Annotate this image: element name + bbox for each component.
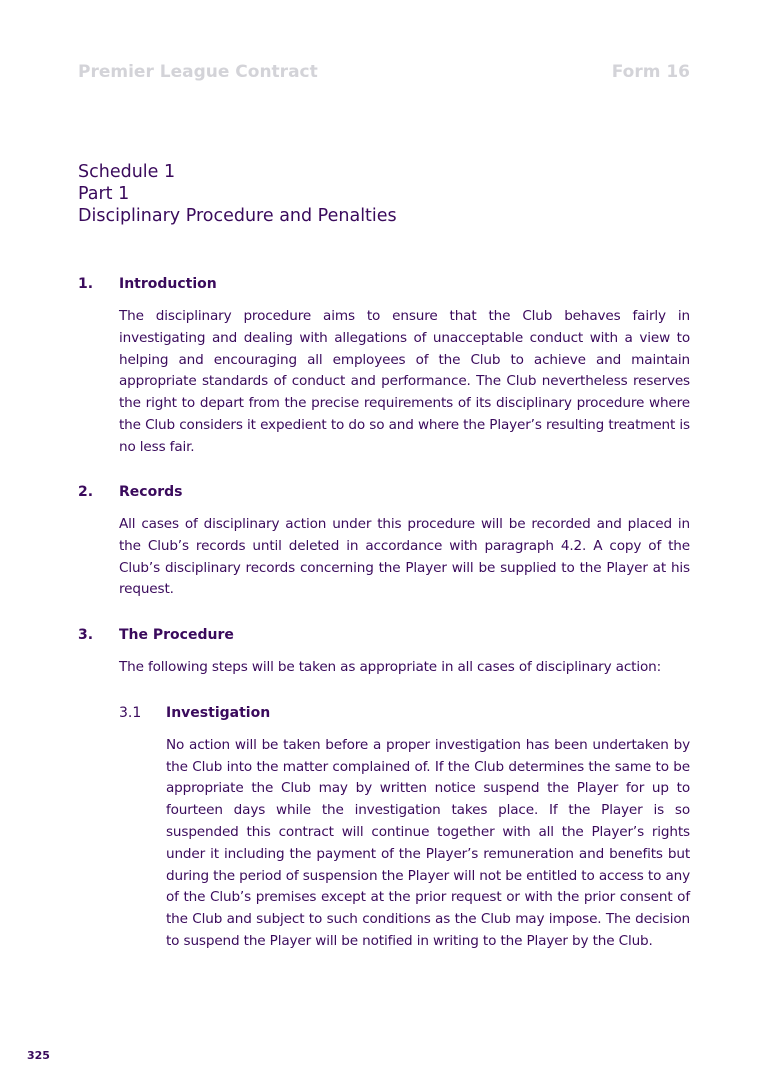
section-number: 2. xyxy=(78,484,94,500)
section-procedure xyxy=(78,625,690,953)
title-schedule: Schedule 1 xyxy=(78,162,176,182)
subsection-heading xyxy=(119,703,690,723)
section-heading xyxy=(78,274,690,294)
section-title: Records xyxy=(119,484,183,500)
title-heading: Disciplinary Procedure and Penalties xyxy=(78,206,397,226)
page-number: 325 xyxy=(27,1049,50,1062)
section-introduction xyxy=(78,274,690,459)
subsection-title: Investigation xyxy=(166,704,271,721)
section-title: Introduction xyxy=(119,276,217,292)
header-form-number: Form 16 xyxy=(611,62,690,82)
section-body: The following steps will be taken as appropriate in all cases of disciplinary action: xyxy=(119,659,662,675)
schedule-title xyxy=(78,161,397,227)
section-body: The disciplinary procedure aims to ensure that the Club behaves fairly in investigating and dealing with allegations of unacceptable conduct with a view to helping and encouraging all employees of the Club to achieve and maintain appropriate standards of conduct and performance. The Club nevertheless reserves the right to depart from the precise requirements of its disciplinary procedure where the Club considers it expedient to do so and where the Player’s resulting treatment is no less fair. xyxy=(119,308,690,455)
subsection-number: 3.1 xyxy=(119,704,142,721)
page-header xyxy=(78,62,690,82)
section-number: 1. xyxy=(78,276,94,292)
title-part: Part 1 xyxy=(78,184,130,204)
header-document-title: Premier League Contract xyxy=(78,62,318,82)
section-records xyxy=(78,482,690,601)
section-number: 3. xyxy=(78,627,94,643)
section-title: The Procedure xyxy=(119,627,234,643)
section-body: All cases of disciplinary action under this procedure will be recorded and placed in the Club’s records until deleted in accordance with paragraph 4.2. A copy of the Club’s disciplinary records concerning the Player will be supplied to the Player at his request. xyxy=(119,516,690,598)
subsection-body: No action will be taken before a proper investigation has been undertaken by the Club into the matter complained of. If the Club determines the same to be appropriate the Club may by written notice suspend the Player for up to fourteen days while the investigation takes place. If the Player is so suspended this contract will continue together with all the Player’s rights under it including the payment of the Player’s remuneration and benefits but during the period of suspension the Player will not be entitled to access to any of the Club’s premises except at the prior request or with the prior consent of the Club and subject to such conditions as the Club may impose. The decision to suspend the Player will be notified in writing to the Player by the Club. xyxy=(166,736,690,949)
section-heading xyxy=(78,482,690,502)
subsection-investigation xyxy=(119,703,690,953)
section-heading xyxy=(78,625,690,645)
